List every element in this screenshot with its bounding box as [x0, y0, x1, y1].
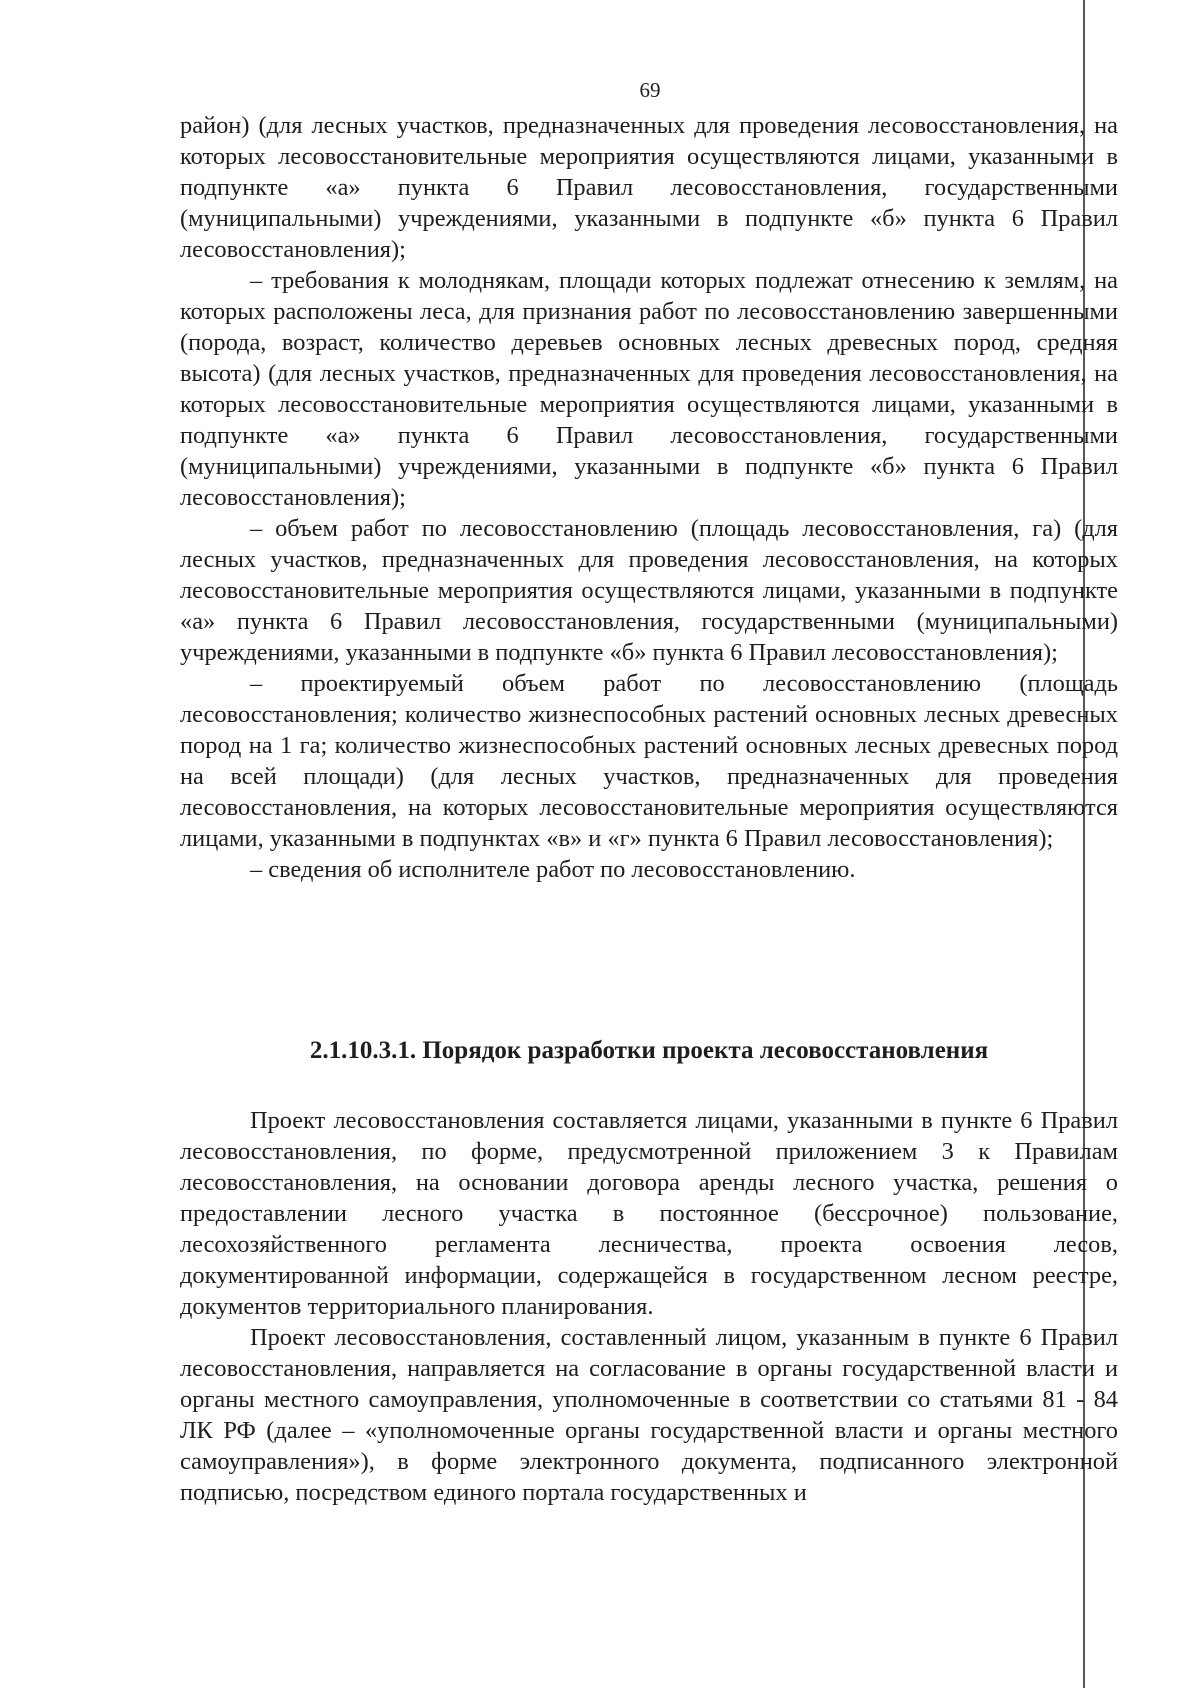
text-block-top — [180, 110, 1118, 885]
paragraph-contractor-info: – сведения об исполнителе работ по лесовосстановлению. — [250, 856, 856, 883]
text-block-bottom — [180, 1105, 1118, 1508]
paragraph-continuation: район) (для лесных участков, предназначенных для проведения лесовосстановления, на которых лесовосстановительные мероприятия осуществляются лицами, указанными в подпункте «а» пункта 6 Правил лесовосстановления, государственными (муниципальными) учреждениями, указанными в подпункте «б» пункта 6 Правил лесовосстановления); — [180, 112, 1118, 263]
paragraph-projected-volume: – проектируемый объем работ по лесовосстановлению (площадь лесовосстановления; количество жизнеспособных растений основных лесных древесных пород на 1 га; количество жизнеспособных растений основных лесных древесных пород на всей площади) (для лесных участков, предназначенных для проведения лесовосстановления, на которых лесовосстановительные мероприятия осуществляются лицами, указанными в подпунктах «в» и «г» пункта 6 Правил лесовосстановления); — [180, 670, 1118, 852]
section-heading: 2.1.10.3.1. Порядок разработки проекта лесовосстановления — [309, 1037, 989, 1064]
paragraph-requirements-young-stands: – требования к молоднякам, площади которых подлежат отнесению к землям, на которых расположены леса, для признания работ по лесовосстановлению завершенными (порода, возраст, количество деревьев основных лесных древесных пород, средняя высота) (для лесных участков, предназначенных для проведения лесовосстановления, на которых лесовосстановительные мероприятия осуществляются лицами, указанными в подпункте «а» пункта 6 Правил лесовосстановления, государственными (муниципальными) учреждениями, указанными в подпункте «б» пункта 6 Правил лесовосстановления); — [180, 267, 1118, 511]
paragraph-project-preparation: Проект лесовосстановления составляется лицами, указанными в пункте 6 Правил лесовосстановления, по форме, предусмотренной приложением 3 к Правилам лесовосстановления, на основании договора аренды лесного участка, решения о предоставлении лесного участка в постоянное (бессрочное) пользование, лесохозяйственного регламента лесничества, проекта освоения лесов, документированной информации, содержащейся в государственном лесном реестре, документов территориального планирования. — [180, 1107, 1118, 1320]
paragraph-project-approval: Проект лесовосстановления, составленный лицом, указанным в пункте 6 Правил лесовосстановления, направляется на согласование в органы государственной власти и органы местного самоуправления, уполномоченные в соответствии со статьями 81 - 84 ЛК РФ (далее – «уполномоченные органы государственной власти и органы местного самоуправления»), в форме электронного документа, подписанного электронной подписью, посредством единого портала государственных и — [180, 1324, 1118, 1506]
page-number: 69 — [639, 78, 661, 102]
paragraph-work-volume: – объем работ по лесовосстановлению (площадь лесовосстановления, га) (для лесных участков, предназначенных для проведения лесовосстановления, на которых лесовосстановительные мероприятия осуществляются лицами, указанными в подпункте «а» пункта 6 Правил лесовосстановления, государственными (муниципальными) учреждениями, указанными в подпункте «б» пункта 6 Правил лесовосстановления); — [180, 515, 1118, 666]
